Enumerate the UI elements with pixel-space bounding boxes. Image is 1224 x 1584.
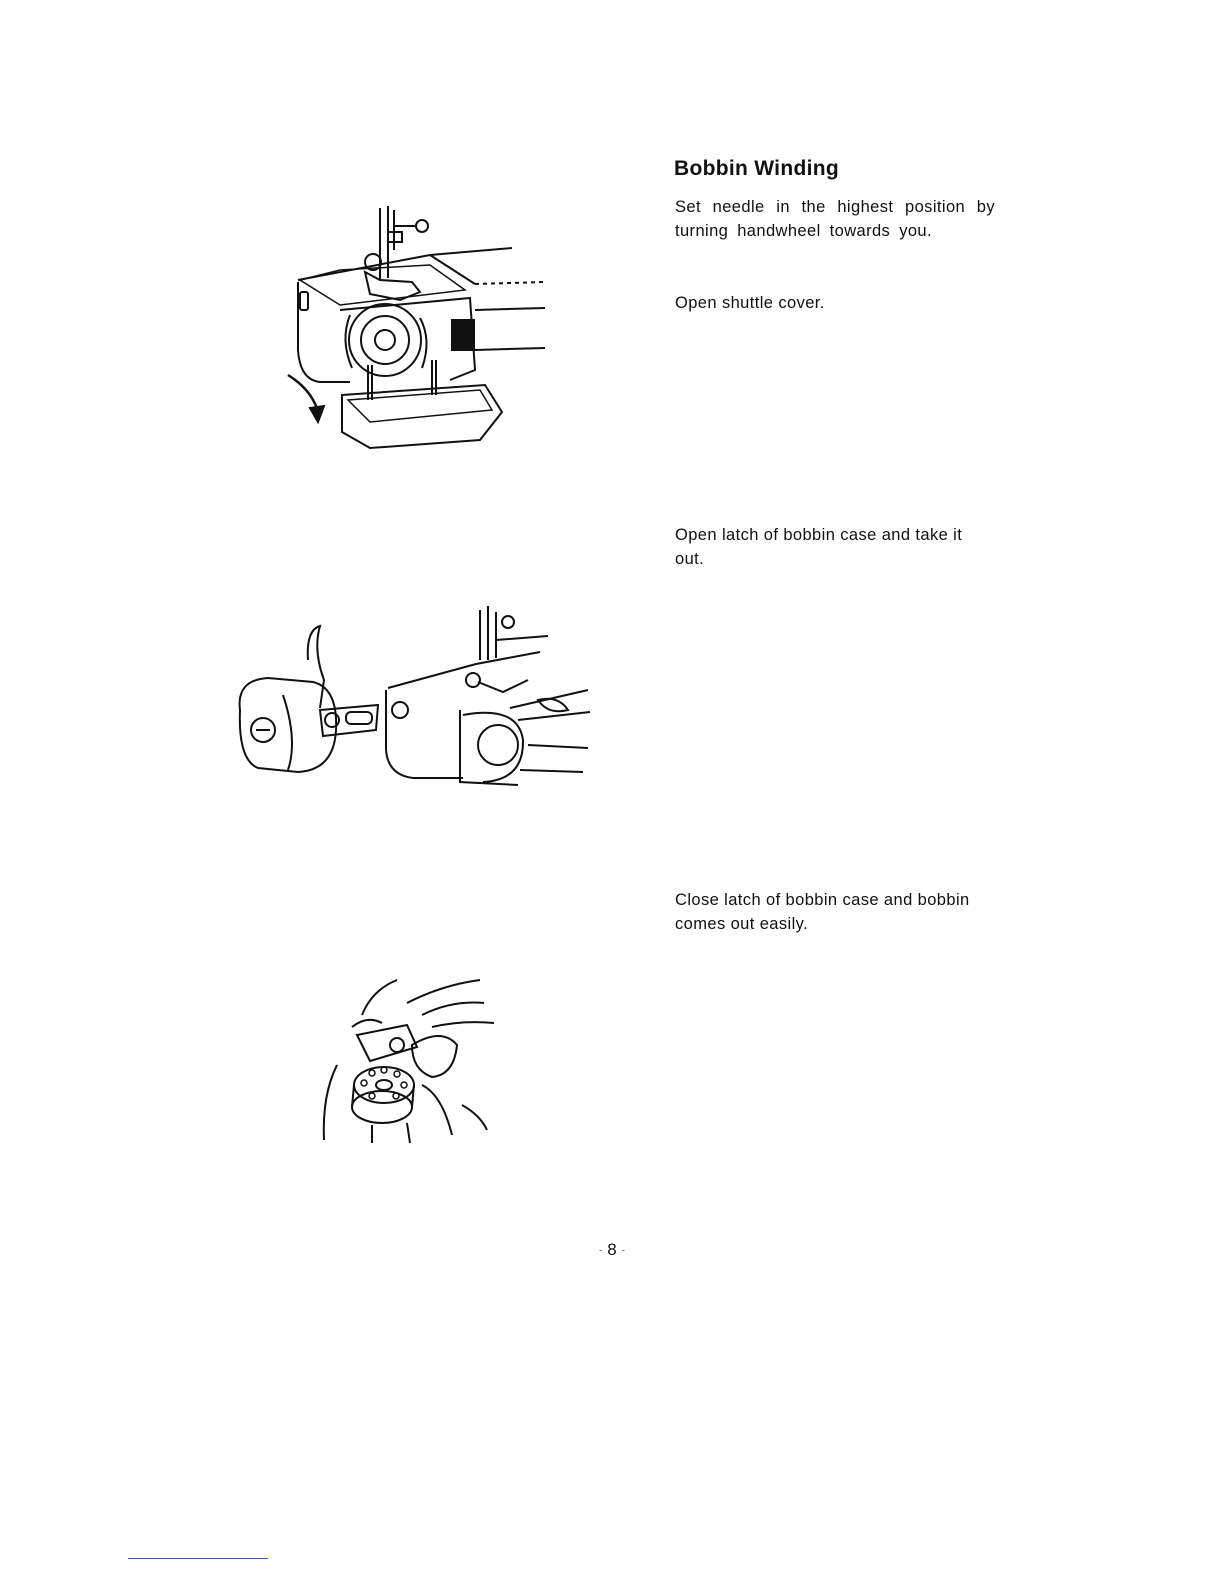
page-number-dash-right: - <box>621 1244 626 1257</box>
bobbin-case-removal-illustration <box>228 600 593 800</box>
shuttle-cover-open-illustration <box>280 200 555 455</box>
section-title: Bobbin Winding <box>674 157 839 180</box>
page-number <box>0 1240 1224 1260</box>
bobbin-release-illustration <box>312 975 502 1145</box>
step-open-shuttle-cover: Open shuttle cover. <box>675 294 825 312</box>
step-release-bobbin: Close latch of bobbin case and bobbin comes out easily. <box>675 891 970 933</box>
page-number-dash-left: - <box>598 1244 603 1257</box>
footer-rule <box>128 1558 268 1559</box>
figure-shuttle-cover-open <box>280 200 555 455</box>
figure-bobbin-release <box>312 975 502 1145</box>
step-remove-bobbin-case: Open latch of bobbin case and take it out. <box>675 526 963 568</box>
page-number-value: 8 <box>607 1240 617 1259</box>
step-set-needle: Set needle in the highest position by turning handwheel towards you. <box>675 198 995 240</box>
figure-bobbin-case-removal <box>228 600 593 800</box>
